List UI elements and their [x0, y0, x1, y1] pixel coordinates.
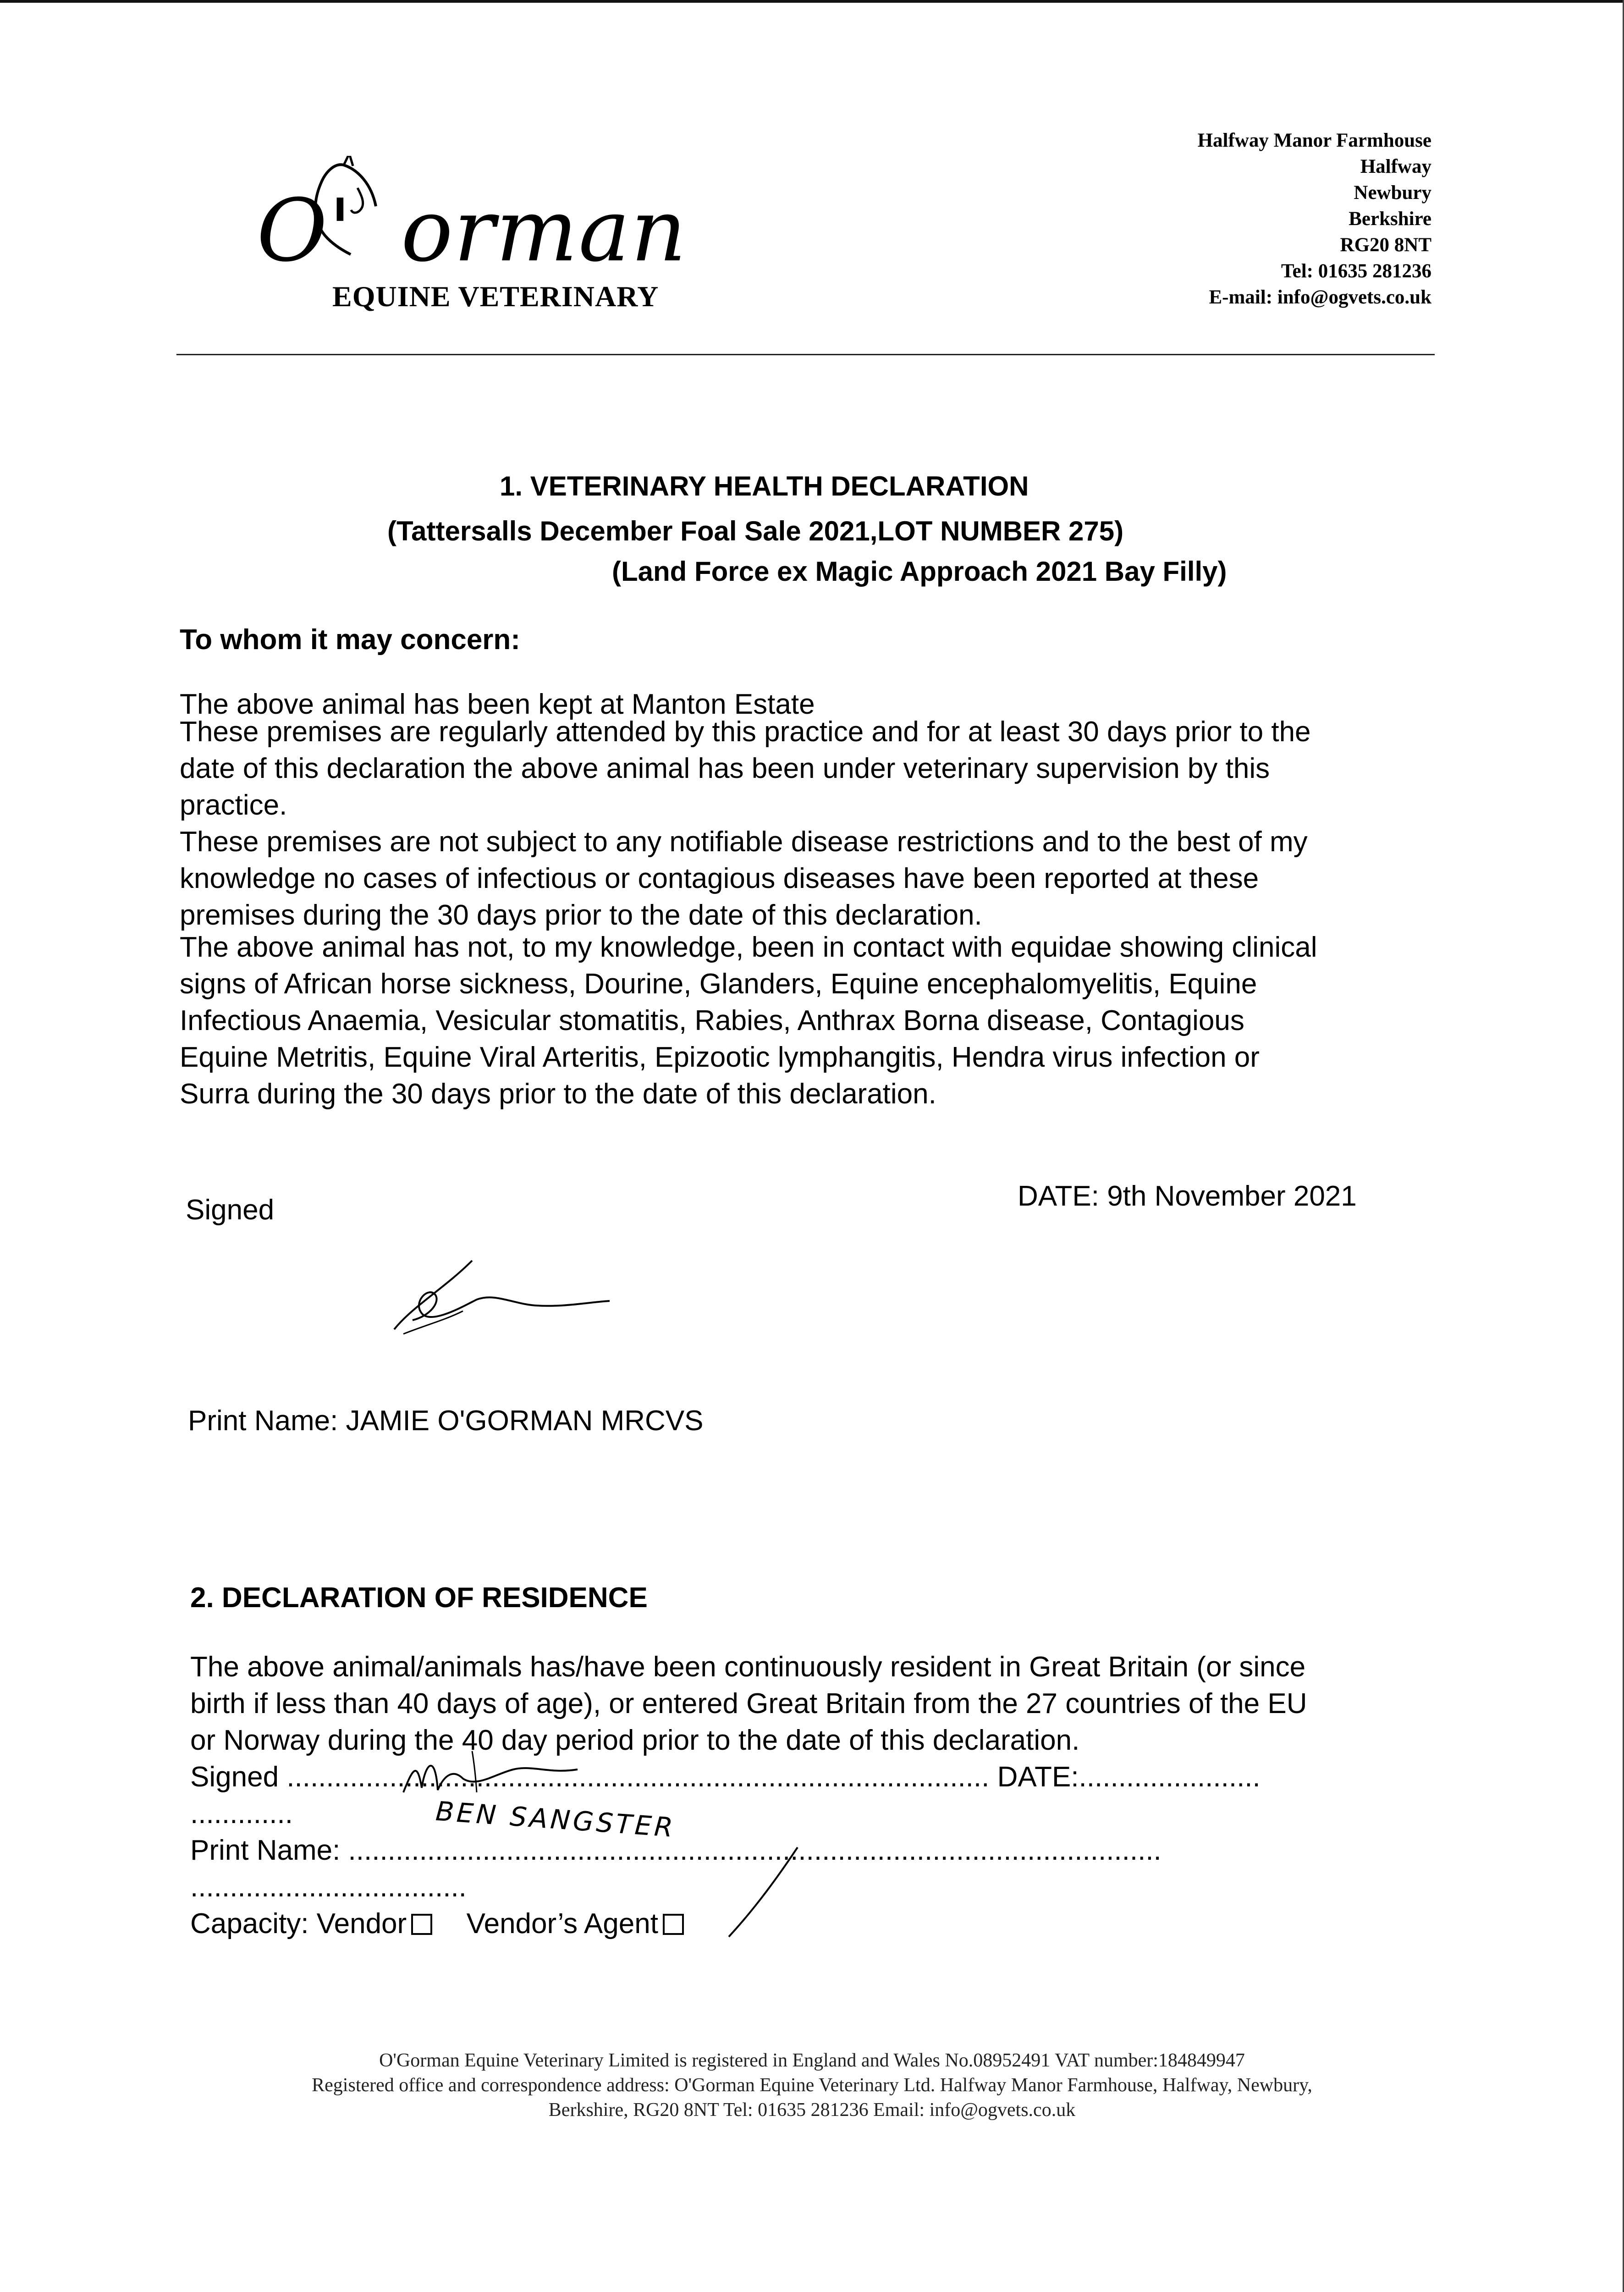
company-registration-footer	[0, 2048, 1624, 2122]
capacity-label: Capacity: Vendor	[190, 1908, 407, 1939]
section1-line: date of this declaration the above animal has been under veterinary supervision by this	[180, 753, 1270, 784]
dotted-continuation: ...................................	[190, 1871, 467, 1903]
address-line: Berkshire	[1349, 208, 1431, 230]
footer-line: O'Gorman Equine Veterinary Limited is registered in England and Wales No.08952491 VAT number:184849947	[379, 2050, 1245, 2071]
address-email: E-mail: info@ogvets.co.uk	[1209, 286, 1431, 308]
handwritten-print-name: BEN SANGSTER	[435, 1795, 677, 1844]
vet-print-name: Print Name: JAMIE O'GORMAN MRCVS	[188, 1405, 704, 1437]
address-line: Halfway	[1360, 156, 1431, 177]
vet-signature	[385, 1251, 623, 1343]
agent-label: Vendor’s Agent	[466, 1908, 658, 1939]
logo-subtitle: EQUINE VETERINARY	[332, 280, 659, 313]
section1-line: practice.	[180, 789, 287, 821]
vendor-checkbox[interactable]	[411, 1914, 432, 1935]
address-line: RG20 8NT	[1340, 234, 1431, 256]
company-logo	[257, 181, 697, 325]
section1-line: These premises are regularly attended by this practice and for at least 30 days prior to the	[180, 716, 1311, 748]
vendor-agent-checkbox[interactable]	[663, 1914, 684, 1935]
section1-line: Infectious Anaemia, Vesicular stomatitis, Rabies, Anthrax Borna disease, Contagious	[180, 1005, 1244, 1036]
capacity-line	[190, 1906, 684, 1942]
signed-label: Signed	[186, 1194, 275, 1226]
address-phone: Tel: 01635 281236	[1281, 260, 1431, 282]
practice-address	[1198, 127, 1431, 310]
logo-wordmark: O' orman	[257, 181, 688, 281]
section1-line: The above animal has been kept at Manton Estate	[180, 689, 815, 720]
section1-line: Surra during the 30 days prior to the date of this declaration.	[180, 1078, 936, 1110]
print-name-line: Print Name: .......................................................................................................	[190, 1835, 1162, 1866]
title-line-2: (Tattersalls December Foal Sale 2021,LOT NUMBER 275)	[387, 516, 1124, 546]
section1-line: Equine Metritis, Equine Viral Arteritis, Epizootic lymphangitis, Hendra virus infection or	[180, 1041, 1260, 1073]
section1-line: knowledge no cases of infectious or contagious diseases have been reported at these	[180, 863, 1259, 894]
section2-line: The above animal/animals has/have been continuously resident in Great Britain (or since	[190, 1651, 1306, 1683]
section2-heading: 2. DECLARATION OF RESIDENCE	[190, 1582, 648, 1614]
signed-date-line: Signed ......................................................................................... DATE:.......................	[190, 1761, 1261, 1793]
section2-line: or Norway during the 40 day period prior to the date of this declaration.	[190, 1725, 1080, 1756]
section1-line: The above animal has not, to my knowledge, been in contact with equidae showing clinical	[180, 931, 1317, 963]
footer-line: Berkshire, RG20 8NT Tel: 01635 281236 Email: info@ogvets.co.uk	[548, 2099, 1076, 2121]
footer-line: Registered office and correspondence address: O'Gorman Equine Veterinary Ltd. Halfway Manor Farmhouse, Halfway, Newbury,	[312, 2075, 1312, 2096]
declaration-date: DATE: 9th November 2021	[1018, 1180, 1357, 1212]
title-line-1: 1. VETERINARY HEALTH DECLARATION	[500, 471, 1029, 501]
section1-line: signs of African horse sickness, Dourine, Glanders, Equine encephalomyelitis, Equine	[180, 968, 1257, 1000]
dotted-continuation: .............	[190, 1798, 293, 1829]
address-line: Newbury	[1354, 182, 1431, 204]
section1-line: These premises are not subject to any notifiable disease restrictions and to the best of my	[180, 826, 1308, 858]
title-line-3: (Land Force ex Magic Approach 2021 Bay Filly)	[612, 556, 1227, 587]
residence-signature	[394, 1742, 596, 1806]
agent-tick-mark	[720, 1843, 811, 1944]
section1-line: premises during the 30 days prior to the date of this declaration.	[180, 899, 982, 931]
scan-edge-top	[0, 0, 1624, 3]
header-divider	[176, 354, 1435, 355]
address-line: Halfway Manor Farmhouse	[1197, 130, 1431, 151]
salutation: To whom it may concern:	[180, 624, 520, 656]
section2-line: birth if less than 40 days of age), or entered Great Britain from the 27 countries of the EU	[190, 1688, 1307, 1719]
